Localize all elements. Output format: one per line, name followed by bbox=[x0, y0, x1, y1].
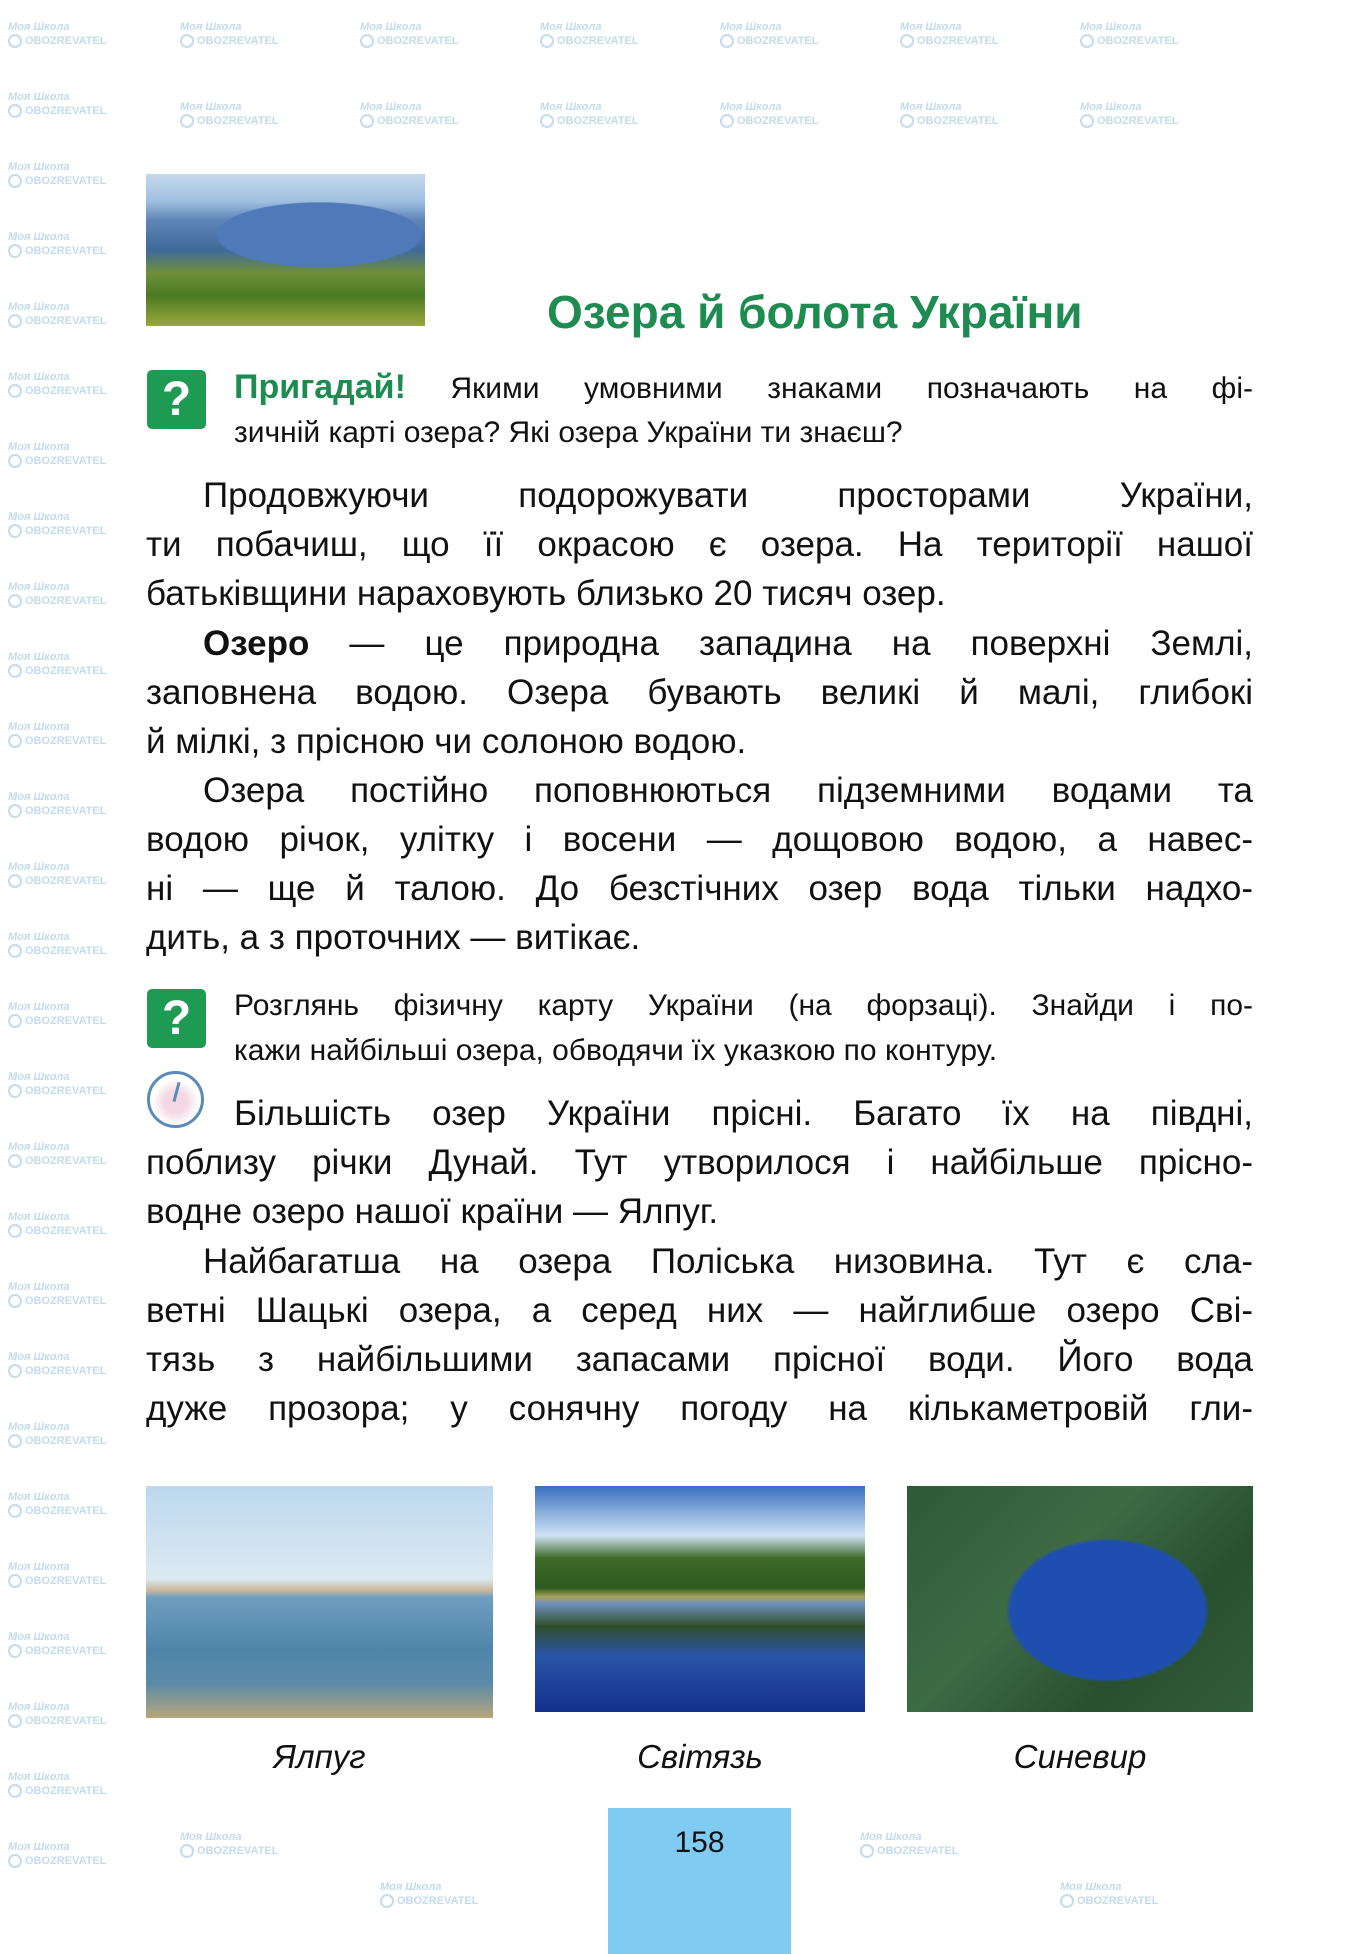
watermark: Моя Школа OBOZREVATEL bbox=[900, 101, 999, 127]
recall-label: Пригадай! bbox=[234, 368, 406, 406]
watermark: Моя Школа OBOZREVATEL bbox=[8, 1841, 107, 1867]
watermark: Моя Школа OBOZREVATEL bbox=[8, 931, 107, 957]
term-lake: Озеро bbox=[203, 624, 310, 663]
caption-synevyr: Синевир bbox=[1013, 1738, 1147, 1775]
watermark: Моя Школа OBOZREVATEL bbox=[8, 1001, 107, 1027]
text-line: батьківщини нараховують близько 20 тисяч озер. bbox=[146, 574, 946, 613]
text-line: й мілкі, з прісною чи солоною водою. bbox=[146, 722, 747, 761]
watermark: Моя Школа OBOZREVATEL bbox=[900, 21, 999, 47]
watermark: Моя Школа OBOZREVATEL bbox=[8, 581, 107, 607]
recall-task bbox=[234, 365, 1253, 455]
text-line: поблизу річки Дунай. Тут утворилося і найбільше прісно- bbox=[146, 1143, 1253, 1182]
text-line: — це природна западина на поверхні Землі, bbox=[309, 624, 1253, 663]
watermark: Моя Школа OBOZREVATEL bbox=[8, 1701, 107, 1727]
paragraph-polissia bbox=[146, 1237, 1253, 1433]
text-line: ні — ще й талою. До безстічних озер вода тільки надхо- bbox=[146, 869, 1253, 908]
watermark: Моя Школа OBOZREVATEL bbox=[8, 1141, 107, 1167]
watermark: Моя Школа OBOZREVATEL bbox=[380, 1881, 479, 1907]
paragraph-fresh-lakes bbox=[146, 1089, 1253, 1236]
task-text: кажи найбільші озера, обводячи їх указкою по контуру. bbox=[234, 1034, 998, 1067]
text-line: ти побачиш, що її окрасою є озера. На території нашої bbox=[146, 525, 1253, 564]
watermark: Моя Школа OBOZREVATEL bbox=[8, 161, 107, 187]
watermark: Моя Школа OBOZREVATEL bbox=[8, 91, 107, 117]
watermark: Моя Школа OBOZREVATEL bbox=[8, 1351, 107, 1377]
caption-svityaz: Світязь bbox=[637, 1738, 763, 1775]
watermark: Моя Школа OBOZREVATEL bbox=[8, 231, 107, 257]
text-line: заповнена водою. Озера бувають великі й малі, глибокі bbox=[146, 673, 1253, 712]
watermark: Моя Школа OBOZREVATEL bbox=[8, 1211, 107, 1237]
watermark: Моя Школа OBOZREVATEL bbox=[8, 371, 107, 397]
watermark: Моя Школа OBOZREVATEL bbox=[1060, 1881, 1159, 1907]
watermark: Моя Школа OBOZREVATEL bbox=[8, 441, 107, 467]
watermark: Моя Школа OBOZREVATEL bbox=[8, 791, 107, 817]
watermark: Моя Школа OBOZREVATEL bbox=[8, 1631, 107, 1657]
text-line: дуже прозора; у сонячну погоду на кількаметровій гли- bbox=[146, 1389, 1253, 1428]
text-line: тязь з найбільшими запасами прісної води. Його вода bbox=[146, 1340, 1253, 1379]
watermark: Моя Школа OBOZREVATEL bbox=[180, 1831, 279, 1857]
watermark: Моя Школа OBOZREVATEL bbox=[8, 861, 107, 887]
task-text: Розглянь фізичну карту України (на форзаці). Знайди і по- bbox=[234, 989, 1253, 1022]
paragraph-intro bbox=[146, 471, 1253, 618]
watermark: Моя Школа OBOZREVATEL bbox=[8, 301, 107, 327]
question-icon: ? bbox=[147, 989, 206, 1048]
watermark: Моя Школа OBOZREVATEL bbox=[8, 511, 107, 537]
watermark: Моя Школа OBOZREVATEL bbox=[360, 101, 459, 127]
watermark: Моя Школа OBOZREVATEL bbox=[360, 21, 459, 47]
watermark: Моя Школа OBOZREVATEL bbox=[720, 101, 819, 127]
lake-photo-top bbox=[146, 174, 425, 326]
watermark: Моя Школа OBOZREVATEL bbox=[1080, 101, 1179, 127]
watermark: Моя Школа OBOZREVATEL bbox=[8, 21, 107, 47]
task-text: Якими умовними знаками позначають на фі- bbox=[450, 372, 1253, 405]
watermark: Моя Школа OBOZREVATEL bbox=[1080, 21, 1179, 47]
watermark: Моя Школа OBOZREVATEL bbox=[180, 101, 279, 127]
watermark: Моя Школа OBOZREVATEL bbox=[8, 1071, 107, 1097]
watermark: Моя Школа OBOZREVATEL bbox=[8, 1561, 107, 1587]
photo-synevyr bbox=[907, 1486, 1253, 1712]
text-line: Більшість озер України прісні. Багато їх на півдні, bbox=[234, 1094, 1253, 1133]
photo-yalpug bbox=[146, 1486, 493, 1718]
watermark: Моя Школа OBOZREVATEL bbox=[180, 21, 279, 47]
text-line: водою річок, улітку і восени — дощовою водою, а навес- bbox=[146, 820, 1253, 859]
text-line: Найбагатша на озера Поліська низовина. Тут є сла- bbox=[203, 1242, 1253, 1281]
watermark: Моя Школа OBOZREVATEL bbox=[540, 21, 639, 47]
text-line: дить, а з проточних — витікає. bbox=[146, 918, 641, 957]
caption-yalpug: Ялпуг bbox=[273, 1738, 366, 1775]
watermark: Моя Школа OBOZREVATEL bbox=[8, 1421, 107, 1447]
page-title: Озера й болота України bbox=[547, 286, 1083, 338]
text-line: ветні Шацькі озера, а серед них — найглибше озеро Сві- bbox=[146, 1291, 1253, 1330]
watermark: Моя Школа OBOZREVATEL bbox=[8, 1771, 107, 1797]
watermark: Моя Школа OBOZREVATEL bbox=[860, 1831, 959, 1857]
watermark: Моя Школа OBOZREVATEL bbox=[8, 651, 107, 677]
text-line: Продовжуючи подорожувати просторами України, bbox=[203, 476, 1253, 515]
watermark: Моя Школа OBOZREVATEL bbox=[720, 21, 819, 47]
text-line: Озера постійно поповнюються підземними водами та bbox=[203, 771, 1253, 810]
watermark: Моя Школа OBOZREVATEL bbox=[8, 721, 107, 747]
watermark: Моя Школа OBOZREVATEL bbox=[540, 101, 639, 127]
photo-svityaz bbox=[535, 1486, 865, 1712]
page-number: 158 bbox=[674, 1826, 725, 1859]
map-task bbox=[234, 983, 1253, 1073]
paragraph-replenish bbox=[146, 766, 1253, 962]
watermark: Моя Школа OBOZREVATEL bbox=[8, 1281, 107, 1307]
paragraph-definition bbox=[146, 619, 1253, 766]
page-number-box bbox=[608, 1808, 791, 1954]
watermark: Моя Школа OBOZREVATEL bbox=[8, 1491, 107, 1517]
question-icon: ? bbox=[147, 370, 206, 429]
text-line: водне озеро нашої країни — Ялпуг. bbox=[146, 1192, 719, 1231]
task-text: зичній карті озера? Які озера України ти знаєш? bbox=[234, 416, 903, 449]
